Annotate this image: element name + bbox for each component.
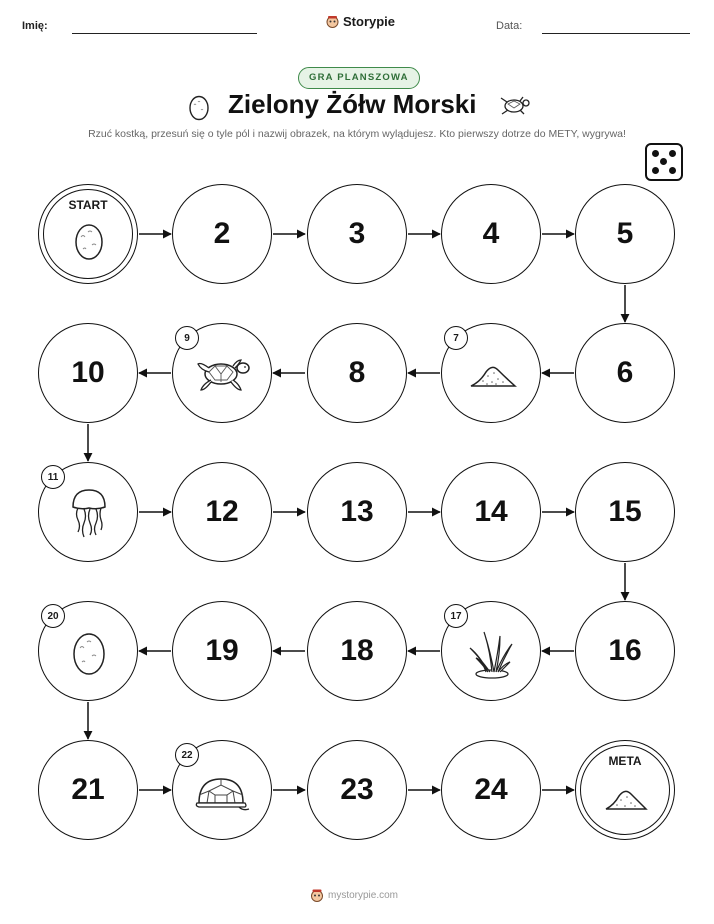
board-cell: 12 — [172, 462, 272, 562]
date-label: Data: — [496, 20, 523, 32]
name-label: Imię: — [22, 20, 48, 32]
board-cell: 21 — [38, 740, 138, 840]
footer-site: mystorypie.com — [328, 890, 399, 901]
board-cell: 5 — [575, 184, 675, 284]
board-cell: 23 — [307, 740, 407, 840]
cell-number-tag: 22 — [175, 743, 199, 767]
finish-label: META — [608, 754, 642, 768]
board-cell: 2 — [172, 184, 272, 284]
board-cell-picture — [38, 601, 138, 701]
board-cell: 24 — [441, 740, 541, 840]
turtle-egg-icon — [73, 221, 105, 261]
board-cell: 14 — [441, 462, 541, 562]
sea-turtle-icon — [195, 354, 253, 394]
start-label: START — [68, 198, 108, 212]
jellyfish-icon — [69, 487, 109, 541]
board-cell: 10 — [38, 323, 138, 423]
board-cell-picture — [441, 601, 541, 701]
board-cell: 15 — [575, 462, 675, 562]
cell-number-tag: 7 — [444, 326, 468, 350]
board-cell: 19 — [172, 601, 272, 701]
footer — [310, 888, 398, 903]
cell-number-tag: 11 — [41, 465, 65, 489]
board-cell-picture — [172, 740, 272, 840]
cell-number-tag: 20 — [41, 604, 65, 628]
board-cell-finish — [575, 740, 675, 840]
brand-name: Storypie — [343, 14, 396, 29]
board-cell: 18 — [307, 601, 407, 701]
board-cell-picture — [38, 462, 138, 562]
board-cell: 3 — [307, 184, 407, 284]
cell-number-tag: 17 — [444, 604, 468, 628]
board-cell: 4 — [441, 184, 541, 284]
board-cell: 6 — [575, 323, 675, 423]
board-cell-picture — [441, 323, 541, 423]
board-cell-start — [38, 184, 138, 284]
board-cell: 16 — [575, 601, 675, 701]
footer-mascot-icon — [310, 888, 324, 903]
instructions: Rzuć kostką, przesuń się o tyle pól i nazwij obrazek, na którym wylądujesz. Kto pierwszy dotrze do METY, wygrywa! — [88, 128, 626, 140]
sand-pile-icon — [603, 785, 649, 813]
sand-pile-icon — [468, 360, 518, 390]
turtle-shell-icon — [195, 773, 251, 813]
seagrass-icon — [466, 626, 518, 680]
board-cell-picture — [172, 323, 272, 423]
board-cell: 8 — [307, 323, 407, 423]
turtle-egg-icon — [71, 630, 107, 676]
page-title: Zielony Żółw Morski — [228, 89, 477, 119]
board-cell: 13 — [307, 462, 407, 562]
cell-number-tag: 9 — [175, 326, 199, 350]
game-type-badge: GRA PLANSZOWA — [298, 67, 420, 89]
